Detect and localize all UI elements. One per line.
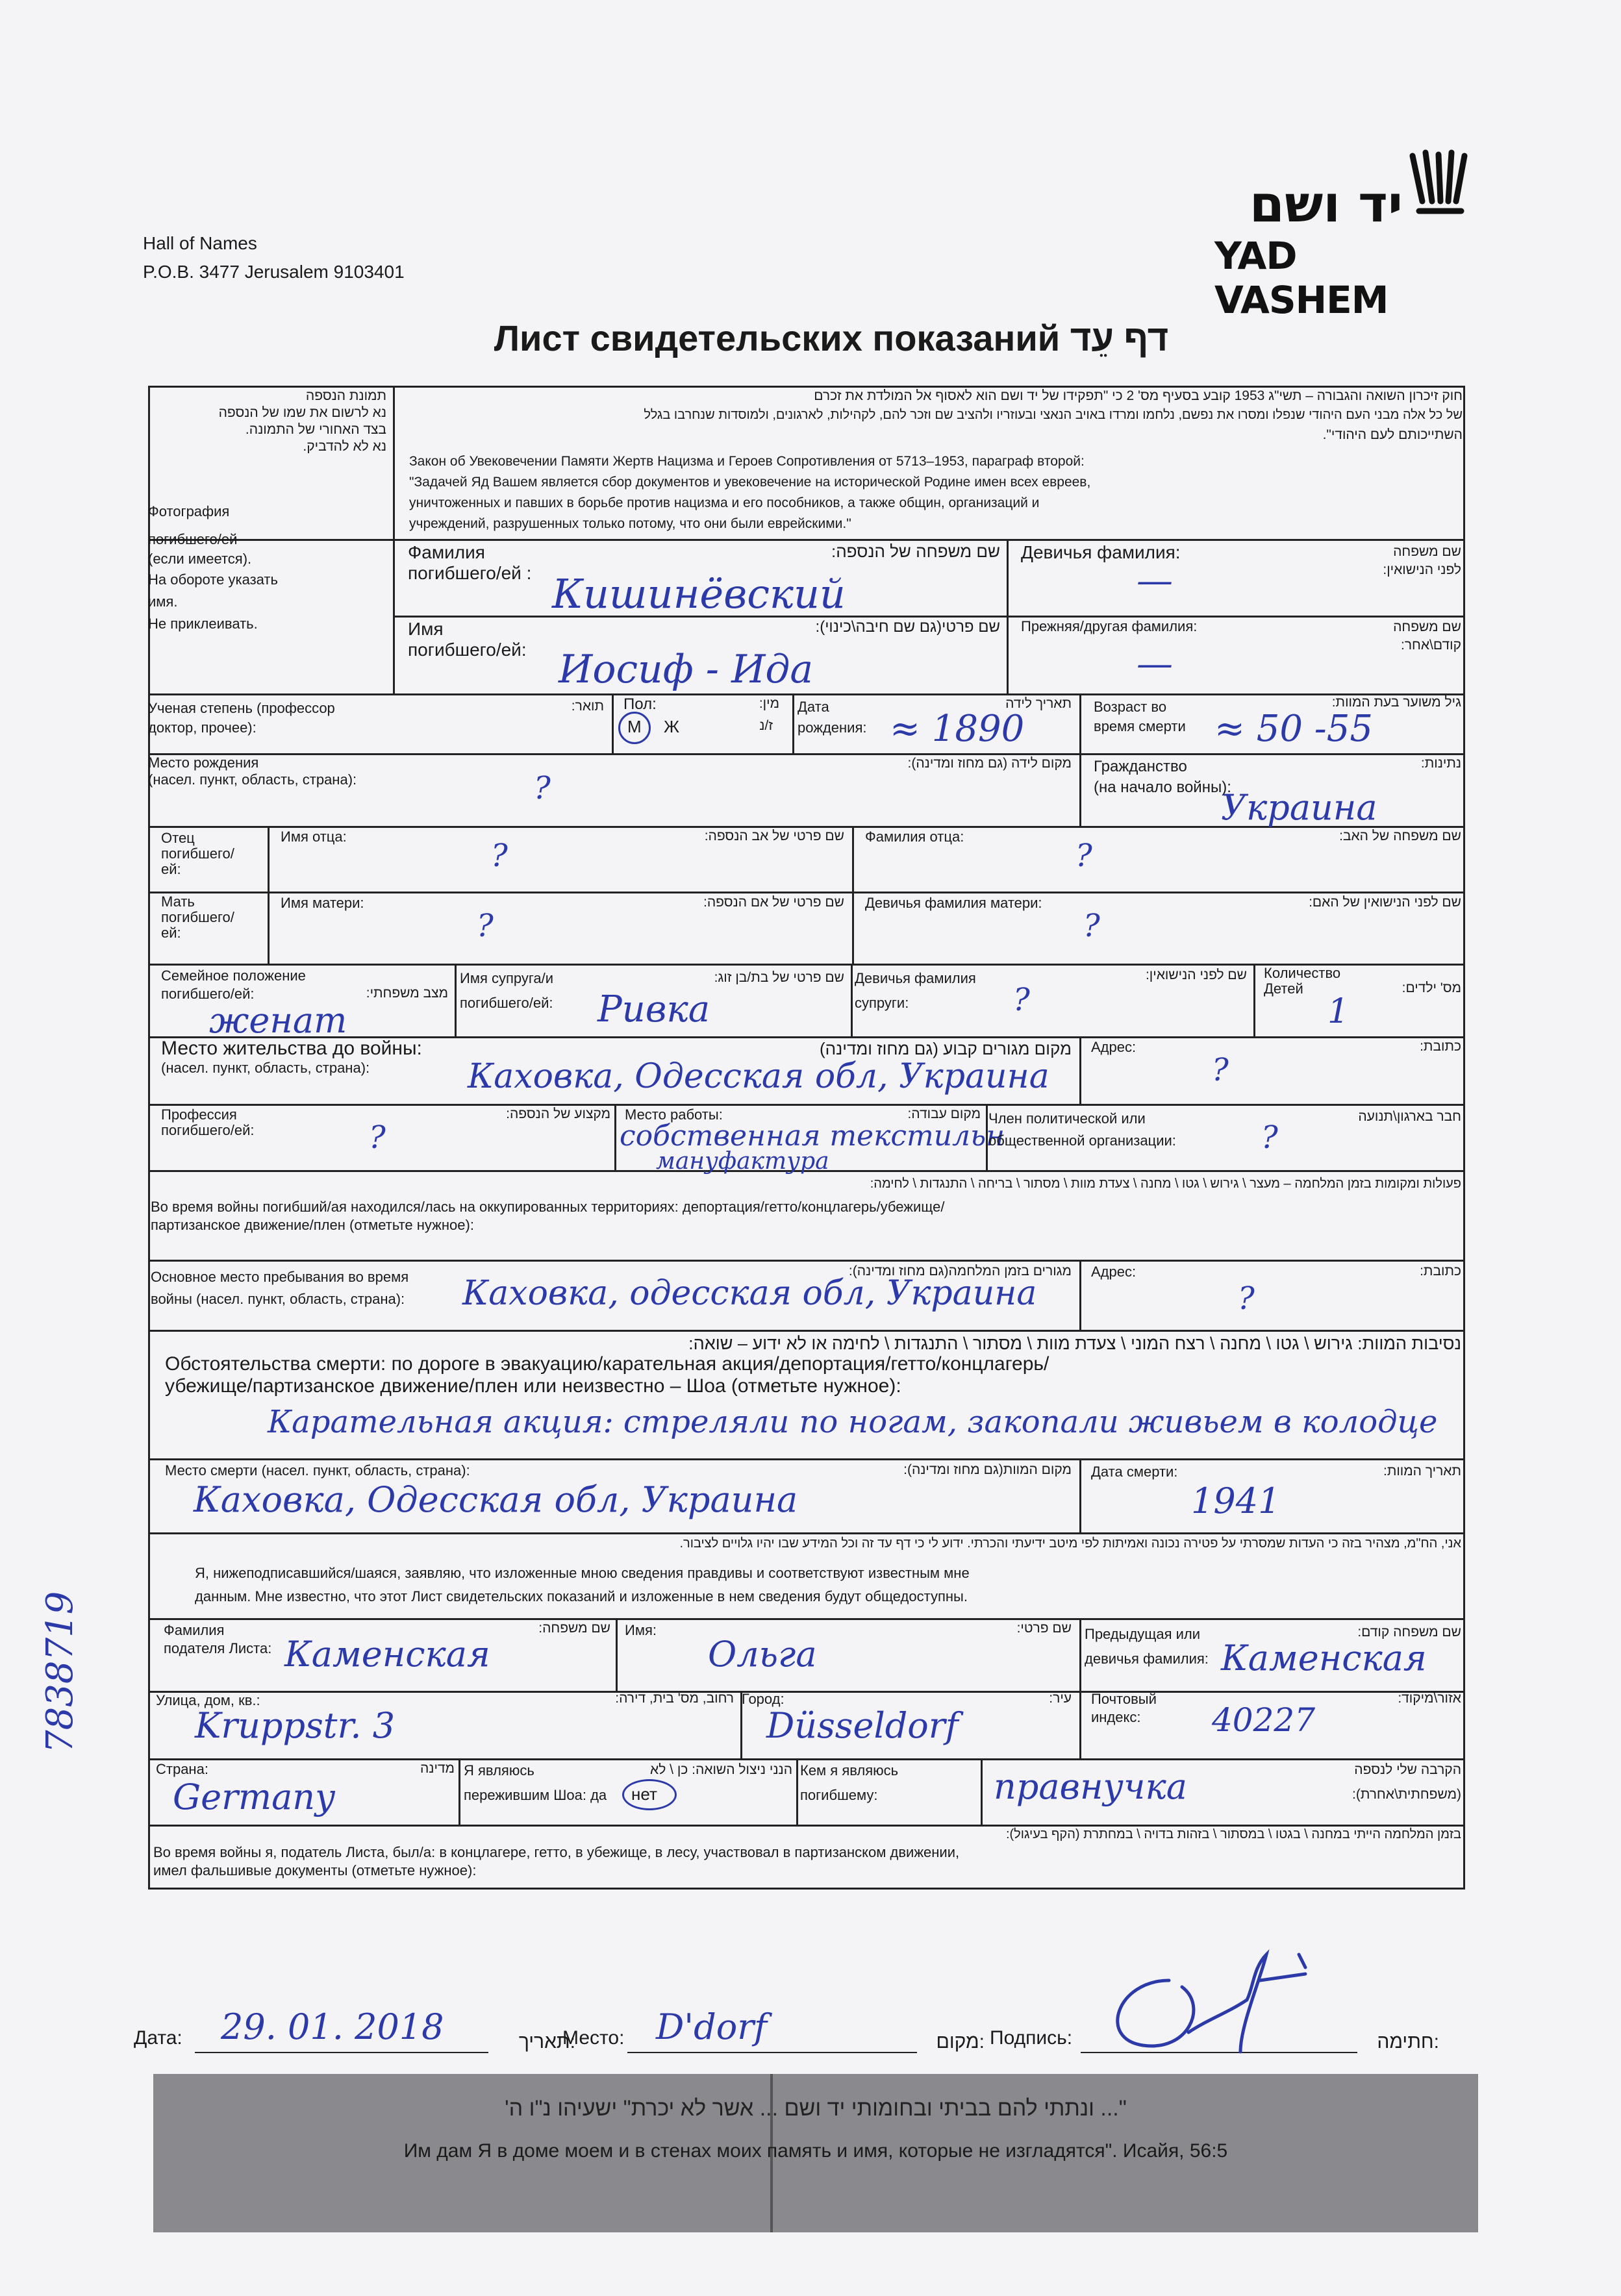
- submitter-name-value[interactable]: Ольга: [708, 1634, 817, 1675]
- maiden-he-2: לפני הנישואין:: [1383, 562, 1461, 577]
- spouse-maiden-he: שם לפני הנישואין:: [1145, 967, 1247, 982]
- relation-he-2: (משפחתית\אחרת):: [1352, 1787, 1461, 1802]
- death-place-he: מקום המוות(גם מחוז ומדינה):: [903, 1462, 1072, 1477]
- submitter-surname-label-1: Фамилия: [164, 1622, 225, 1638]
- sub-war-label-1: Во время войны я, податель Листа, был/а: в концлагере, гетто, в убежище, в лесу, участвовал в партизанском движении,: [153, 1844, 960, 1860]
- hall-of-names: Hall of Names: [143, 233, 257, 253]
- photo-ru-3: (если имеется).: [148, 551, 252, 567]
- marital-label-1: Семейное положение: [161, 967, 306, 984]
- law-ru-1: Закон об Увековечении Памяти Жертв Нацизма и Героев Сопротивления от 5713–1953, параграф второй:: [409, 454, 1085, 469]
- law-ru-3: уничтоженных и павших в борьбе против нацизма и его пособников, а также общин, организаций и: [409, 495, 1040, 510]
- spouse-value[interactable]: Ривка: [597, 988, 710, 1030]
- sex-f[interactable]: Ж: [664, 717, 680, 736]
- death-he: נסיבות המוות: גירוש \ גטו \ מחנה \ רצח המוני \ צעדת מוות \ מסתור \ התנגדות \ לחימה או לא ידוע – שואה:: [688, 1334, 1461, 1353]
- age-he: גיל משוער בעת המוות:: [1331, 695, 1461, 710]
- date-underline: [195, 2052, 488, 2053]
- quote-band: [153, 2074, 1478, 2232]
- survivor-label-2: пережившим Шоа: да: [464, 1787, 607, 1803]
- other-label: Прежняя/другая фамилия:: [1021, 618, 1198, 634]
- profession-he: מקצוע של הנספה:: [506, 1106, 610, 1121]
- profession-label-1: Профессия: [161, 1106, 237, 1123]
- other-he-2: קודם\אחר:: [1401, 638, 1461, 653]
- workplace-value-2[interactable]: мануфактура: [656, 1148, 829, 1175]
- law-ru-4: учреждений, разрушенных только потому, что они были еврейскими.": [409, 516, 851, 531]
- address-label: Адрес:: [1091, 1039, 1137, 1055]
- country-value[interactable]: Germany: [173, 1777, 335, 1817]
- father-label-2: погибшего/: [161, 845, 234, 862]
- pob-label-1: Место рождения: [148, 755, 259, 771]
- mother-name-label: Имя матери:: [281, 895, 364, 911]
- father-surname-he: שם משפחה של האב:: [1339, 829, 1461, 843]
- marital-he: מצב משפחתי:: [366, 986, 448, 1001]
- dob-value[interactable]: ≈ 1890: [890, 708, 1025, 750]
- date-value[interactable]: 29. 01. 2018: [221, 2006, 444, 2047]
- death-date-value[interactable]: 1941: [1191, 1480, 1281, 1521]
- photo-he-4: נא לא להדביק.: [303, 439, 386, 454]
- spouse-maiden-label-1: Девичья фамилия: [855, 970, 976, 986]
- signature-label: Подпись:: [990, 2027, 1073, 2049]
- declaration-ru-2: данным. Мне известно, что этот Лист свидетельских показаний и изложенные в нем сведения будут общедоступны.: [195, 1588, 968, 1604]
- profession-label-2: погибшего/ей:: [161, 1122, 255, 1138]
- photo-ru-1: Фотография: [148, 503, 230, 519]
- mother-maiden-he: שם לפני הנישואין של האם:: [1309, 895, 1461, 910]
- sex-label: Пол:: [623, 695, 657, 713]
- death-date-label: Дата смерти:: [1091, 1464, 1178, 1480]
- submitter-prev-label-1: Предыдущая или: [1085, 1626, 1201, 1642]
- survivor-he: הנני ניצול השואה: כן \ לא: [650, 1762, 792, 1777]
- sex-he-options: ז/נ: [759, 718, 773, 733]
- mother-label-3: ей:: [161, 925, 181, 941]
- first-name-value[interactable]: Иосиф - Ида: [559, 647, 814, 692]
- residence-value[interactable]: Каховка, Одесская обл, Украина: [468, 1057, 1049, 1096]
- quote-russian: Им дам Я в доме моем и в стенах моих память и имя, которые не изгладятся". Исайя, 56:5: [403, 2140, 1228, 2162]
- profession-value[interactable]: ?: [369, 1119, 386, 1156]
- place-value[interactable]: D'dorf: [656, 2006, 768, 2047]
- maiden-he-1: שם משפחה: [1393, 544, 1461, 559]
- law-he-2: של כל אלה מבני העם היהודי שנפלו ומסרו את נפשם, נלחמו ומרדו באויב הנאצי ובעוזריו ולהציב שם וזכר להם, לקהילות, לארגונים, ולמוסדות שנחרבו בגלל: [644, 408, 1463, 422]
- death-label-2: убежище/партизанское движение/плен или неизвестно – Шоа (отметьте нужное):: [165, 1375, 901, 1397]
- father-name-he: שם פרטי של אב הנספה:: [704, 829, 844, 843]
- survivor-value[interactable]: нет: [631, 1784, 657, 1804]
- father-name-value[interactable]: ?: [491, 838, 508, 874]
- citizenship-value[interactable]: Украина: [1221, 787, 1377, 828]
- father-surname-value[interactable]: ?: [1075, 838, 1092, 874]
- mother-maiden-value[interactable]: ?: [1083, 908, 1100, 944]
- city-he: עיר:: [1049, 1691, 1072, 1706]
- yad-vashem-logo: [1208, 149, 1481, 322]
- city-label: Город:: [742, 1691, 785, 1707]
- country-label: Страна:: [156, 1761, 208, 1777]
- surname-label-2: погибшего/ей :: [408, 563, 532, 583]
- kids-value[interactable]: 1: [1327, 992, 1350, 1031]
- degree-he: תואר:: [571, 699, 604, 714]
- other-he-1: שם משפחה: [1393, 619, 1461, 634]
- form-title: Лист свидетельских показаний דף עֵד: [494, 318, 1169, 358]
- residence-label-2: (насел. пункт, область, страна):: [161, 1060, 370, 1076]
- kids-he: מס' ילדים:: [1401, 980, 1461, 995]
- spouse-label-1: Имя супруга/и: [460, 970, 554, 986]
- submitter-surname-value[interactable]: Каменская: [284, 1634, 490, 1675]
- age-value[interactable]: ≈ 50 -55: [1214, 708, 1373, 750]
- cit-he: נתינות:: [1420, 756, 1461, 771]
- spouse-he: שם פרטי של בת/בן זוג:: [714, 970, 844, 985]
- maiden-label: Девичья фамилия:: [1021, 542, 1181, 562]
- death-place-value[interactable]: Каховка, Одесская обл, Украина: [194, 1479, 798, 1520]
- death-date-he: תאריך המוות:: [1383, 1464, 1461, 1479]
- mother-name-he: שם פרטי של אם הנספה:: [703, 895, 844, 910]
- father-name-label: Имя отца:: [281, 829, 347, 845]
- maiden-value[interactable]: —: [1137, 560, 1173, 602]
- photo-ru-5: имя.: [148, 593, 178, 610]
- cit-label-1: Гражданство: [1094, 758, 1187, 775]
- relation-label-1: Кем я являюсь: [800, 1762, 899, 1778]
- sub-war-he: בזמן המלחמה הייתי במחנה \ בגטו \ במסתור \ בזהות בדויה \ במחתרת (הקף בעיגול):: [1005, 1827, 1461, 1841]
- survivor-label-1: Я являюсь: [464, 1762, 534, 1778]
- main-place-value[interactable]: Каховка, одесская обл, Украина: [462, 1274, 1037, 1313]
- father-surname-label: Фамилия отца:: [865, 829, 964, 845]
- main-address-value[interactable]: ?: [1238, 1280, 1255, 1317]
- main-place-he: מגורים בזמן המלחמה(גם מחוז ומדינה):: [848, 1264, 1072, 1279]
- signature-icon[interactable]: [1091, 1941, 1325, 2058]
- kids-label-2: Детей: [1264, 980, 1303, 997]
- signature-he: :חתימה: [1377, 2031, 1439, 2053]
- kids-label-1: Количество: [1264, 965, 1341, 981]
- workplace-value-1[interactable]: собственная текстильн: [620, 1119, 1005, 1153]
- death-circ-value[interactable]: Карательная акция: стреляли по ногам, закопали живьем в колодце: [268, 1404, 1438, 1440]
- spouse-maiden-label-2: супруги:: [855, 995, 909, 1011]
- age-label-1: Возраст во: [1094, 699, 1167, 715]
- father-label-1: Отец: [161, 830, 195, 846]
- dob-he: תאריך לידה: [1005, 696, 1072, 711]
- workplace-he: מקום עבודה:: [907, 1106, 981, 1121]
- age-label-2: время смерти: [1094, 718, 1186, 734]
- place-he: :מקום: [936, 2031, 985, 2053]
- date-he: :תאריך: [518, 2031, 575, 2053]
- father-label-3: ей:: [161, 861, 181, 877]
- margin-number: 7838719: [39, 1591, 81, 1753]
- country-he: מדינה: [420, 1761, 455, 1776]
- degree-label-2: доктор, прочее):: [148, 719, 257, 736]
- dob-label-2: рождения:: [798, 719, 867, 736]
- other-value[interactable]: —: [1137, 643, 1173, 685]
- place-label: Место:: [562, 2027, 625, 2049]
- photo-ru-6: Не приклеивать.: [148, 616, 258, 632]
- residence-he: מקום מגורים קבוע (גם מחוז ומדינה): [819, 1039, 1072, 1058]
- place-underline: [627, 2052, 917, 2053]
- war-he: פעולות ומקומות בזמן המלחמה – מעצר \ גירוש \ גטו \ מחנה \ צעדת מוות \ מסתור \ בריחה \ התנגדות \ לחימה:: [870, 1177, 1461, 1191]
- declaration-he: אני, הח"מ, מצהיר בזה כי העדות שמסרתי על פטירה נכונה ואמיתות לפי מיטב ידיעתי והכרתי. ידוע לי כי דף עד זה וכל המידע שבו יהיו גלויים לציבור.: [679, 1536, 1461, 1551]
- pob-label-2: (насел. пункт, область, страна):: [148, 771, 357, 788]
- name-he: שם פרטי(גם שם חיבה\כינוי):: [815, 618, 1000, 636]
- date-label: Дата:: [134, 2027, 182, 2049]
- death-place-label: Место смерти (насел. пункт, область, страна):: [165, 1462, 470, 1479]
- dob-label-1: Дата: [798, 699, 829, 715]
- death-label-1: Обстоятельства смерти: по дороге в эвакуацию/карательная акция/депортация/гетто/концлагерь/: [165, 1353, 1049, 1375]
- surname-value[interactable]: Кишинёвский: [552, 570, 846, 618]
- logo-english: YAD VASHEM: [1214, 234, 1389, 322]
- cit-label-2: (на начало войны):: [1094, 779, 1231, 796]
- workplace-label: Место работы:: [625, 1106, 723, 1123]
- address-value[interactable]: ?: [1212, 1052, 1229, 1088]
- law-he-1: חוק זיכרון השואה והגבורה – תשי"ג 1953 קובע בסעיף מס' 2 כי "תפקידו של יד ושם הוא לאסוף אל המולדת את זכרם: [814, 388, 1463, 403]
- zip-value[interactable]: 40227: [1212, 1701, 1316, 1739]
- degree-label-1: Ученая степень (профессор: [148, 700, 335, 716]
- marital-label-2: погибшего/ей:: [161, 986, 255, 1002]
- pob-he: מקום לידה (גם מחוז ומדינה):: [907, 756, 1072, 771]
- war-label-1: Во время войны погибший/ая находился/лась на оккупированных территориях: депортация/гетто/концлагерь/убежище/: [151, 1199, 945, 1215]
- relation-he-1: הקרבה שלי לנספה: [1354, 1762, 1461, 1777]
- sex-he: מין:: [759, 696, 779, 711]
- mother-maiden-label: Девичья фамилия матери:: [865, 895, 1042, 911]
- street-value[interactable]: Kruppstr. 3: [195, 1705, 396, 1746]
- surname-he: שם משפחה של הנספה:: [831, 542, 1000, 561]
- mother-label-2: погибшего/: [161, 909, 234, 925]
- submitter-name-label: Имя:: [625, 1622, 657, 1638]
- zip-he: אזור\מיקוד:: [1398, 1691, 1461, 1706]
- photo-he-1: תמונת הנספה: [305, 388, 386, 403]
- main-place-label-1: Основное место пребывания во время: [151, 1269, 409, 1285]
- submitter-prev-label-2: девичья фамилия:: [1085, 1651, 1209, 1667]
- street-he: רחוב, מס' בית, דירה:: [615, 1691, 734, 1706]
- street-label: Улица, дом, кв.:: [156, 1692, 260, 1708]
- name-label-1: Имя: [408, 619, 444, 639]
- org-label-1: Член политической или: [988, 1110, 1146, 1127]
- pob-address: P.O.B. 3477 Jerusalem 9103401: [143, 262, 405, 282]
- name-label-2: погибшего/ей:: [408, 640, 527, 660]
- submitter-prev-he: שם משפחה קודם:: [1357, 1625, 1461, 1640]
- declaration-ru-1: Я, нижеподписавшийся/шаяся, заявляю, что изложенные мною сведения правдивы и соответствуют известным мне: [195, 1565, 970, 1581]
- main-address-label: Адрес:: [1091, 1264, 1137, 1280]
- zip-label-1: Почтовый: [1091, 1691, 1157, 1707]
- submitter-surname-he: שם משפחה:: [538, 1621, 610, 1636]
- mother-label-1: Мать: [161, 893, 195, 910]
- sub-war-label-2: имел фальшивые документы (отметьте нужное):: [153, 1862, 477, 1878]
- spouse-label-2: погибшего/ей:: [460, 995, 553, 1011]
- sex-m[interactable]: М: [627, 717, 642, 736]
- surname-label-1: Фамилия: [408, 542, 485, 562]
- war-label-2: партизанское движение/плен (отметьте нужное):: [151, 1217, 474, 1233]
- org-he: חבר בארגון\תנועה: [1358, 1109, 1461, 1124]
- mother-name-value[interactable]: ?: [477, 908, 494, 944]
- spouse-maiden-value[interactable]: ?: [1013, 982, 1030, 1018]
- menorah-icon: [1403, 149, 1474, 221]
- org-label-2: общественной организации:: [988, 1132, 1176, 1149]
- org-value[interactable]: ?: [1261, 1119, 1278, 1156]
- address-he: כתובת:: [1420, 1039, 1461, 1054]
- zip-label-2: индекс:: [1091, 1709, 1141, 1725]
- pob-value[interactable]: ?: [534, 770, 551, 806]
- quote-hebrew: "... ונתתי להם בביתי ובחומותי יד ושם ... אשר לא יכרת" ישעיהו נ"ו ה': [505, 2096, 1127, 2121]
- photo-he-2: נא לרשום את שמו של הנספה: [218, 405, 386, 420]
- marital-value[interactable]: женат: [209, 1000, 347, 1041]
- logo-hebrew: יד ושם: [1249, 175, 1403, 234]
- law-he-3: השתייכותם לעם היהודי".: [1322, 427, 1463, 442]
- submitter-surname-label-2: подателя Листа:: [164, 1640, 272, 1656]
- main-address-he: כתובת:: [1420, 1264, 1461, 1279]
- relation-value[interactable]: правнучка: [994, 1766, 1187, 1807]
- city-value[interactable]: Düsseldorf: [766, 1705, 959, 1746]
- photo-ru-2: погибшего/ей: [148, 531, 238, 547]
- law-ru-2: "Задачей Яд Вашем является сбор документов и увековечение на исторической Родине имен всех евреев,: [409, 475, 1091, 490]
- main-place-label-2: войны (насел. пункт, область, страна):: [151, 1291, 405, 1307]
- photo-ru-4: На обороте указать: [148, 571, 278, 588]
- residence-label-1: Место жительства до войны:: [161, 1038, 422, 1059]
- photo-he-3: בצד האחורי של התמונה.: [245, 422, 386, 437]
- submitter-name-he: שם פרטי:: [1016, 1621, 1072, 1636]
- submitter-prev-value[interactable]: Каменская: [1221, 1638, 1427, 1678]
- relation-label-2: погибшему:: [800, 1787, 878, 1803]
